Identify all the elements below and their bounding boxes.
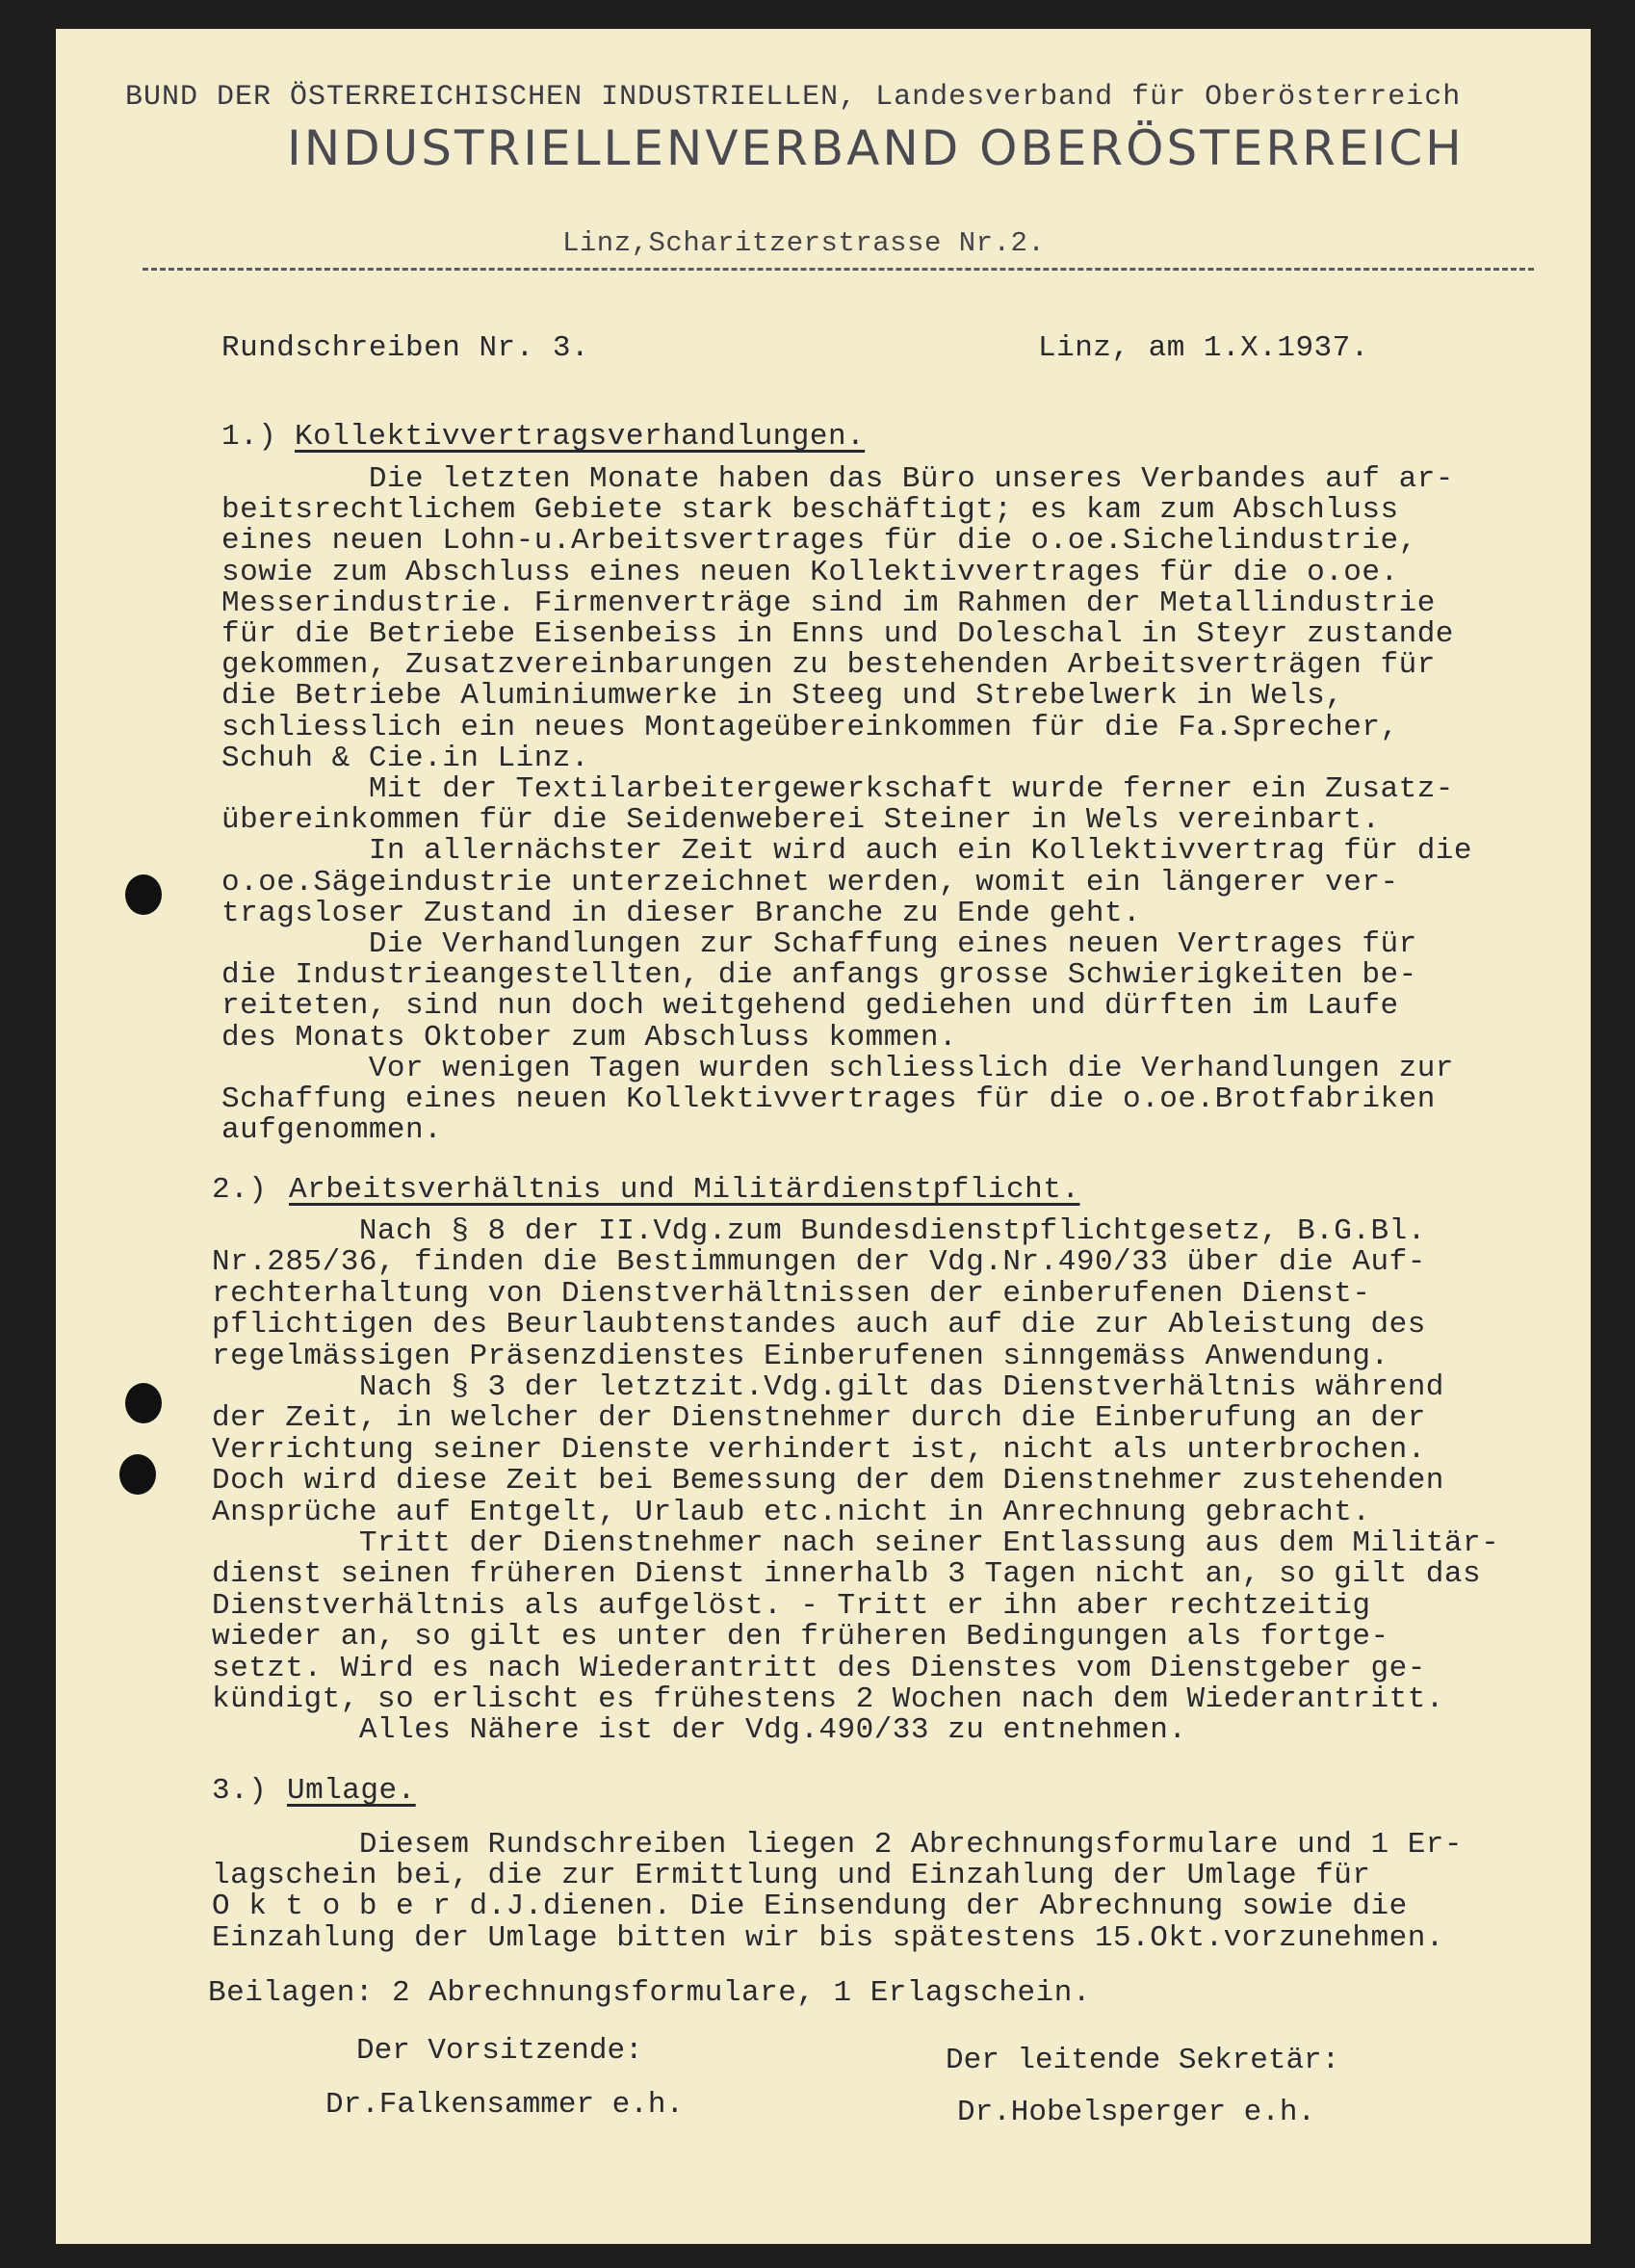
document-date: Linz, am 1.X.1937. [1038, 331, 1369, 365]
body-line: O k t o b e r d.J.dienen. Die Einsendung der Abrechnung sowie die [212, 1890, 1408, 1924]
body-line: Schuh & Cie.in Linz. [221, 741, 590, 775]
section-2-heading: Arbeitsverhältnis und Militärdienstpflicht. [289, 1173, 1080, 1207]
body-line: schliesslich ein neues Montageübereinkommen für die Fa.Sprecher, [221, 710, 1399, 744]
body-line: aufgenommen. [221, 1113, 443, 1148]
body-line: Verrichtung seiner Dienste verhindert ist, nicht als unterbrochen. [212, 1432, 1426, 1467]
body-line: der Zeit, in welcher der Dienstnehmer durch die Einberufung an der [212, 1401, 1426, 1436]
section-1-heading: Kollektivvertragsverhandlungen. [295, 420, 866, 454]
body-line: wieder an, so gilt es unter den früheren Bedingungen als fortge- [212, 1620, 1389, 1655]
body-line: übereinkommen für die Seidenweberei Steiner in Wels vereinbart. [221, 803, 1381, 838]
body-line: Nr.285/36, finden die Bestimmungen der Vdg.Nr.490/33 über die Auf- [212, 1245, 1426, 1280]
body-line: Tritt der Dienstnehmer nach seiner Entlassung aus dem Militär- [212, 1526, 1500, 1560]
body-line: die Betriebe Aluminiumwerke in Steeg und Strebelwerk in Wels, [221, 679, 1344, 714]
body-line: Nach § 8 der II.Vdg.zum Bundesdienstpflichtgesetz, B.G.Bl. [212, 1214, 1426, 1248]
letterhead-name: INDUSTRIELLENVERBAND OBERÖSTERREICH [287, 120, 1465, 176]
body-line: In allernächster Zeit wird auch ein Kollektivvertrag für die [221, 834, 1473, 869]
body-line: Einzahlung der Umlage bitten wir bis spätestens 15.Okt.vorzunehmen. [212, 1920, 1444, 1955]
body-line: Ansprüche auf Entgelt, Urlaub etc.nicht in Anrechnung gebracht. [212, 1495, 1371, 1529]
body-line: sowie zum Abschluss eines neuen Kollektivvertrages für die o.oe. [221, 555, 1399, 589]
body-line: Diesem Rundschreiben liegen 2 Abrechnungsformulare und 1 Er- [212, 1828, 1464, 1862]
body-line: die Industrieangestellten, die anfangs grosse Schwierigkeiten be- [221, 958, 1417, 993]
body-line: setzt. Wird es nach Wiederantritt des Dienstes vom Dienstgeber ge- [212, 1651, 1426, 1685]
letterhead-divider [143, 268, 1534, 271]
body-line: pflichtigen des Beurlaubtenstandes auch auf die zur Ableistung des [212, 1308, 1426, 1343]
body-line: tragsloser Zustand in dieser Branche zu Ende geht. [221, 896, 1142, 930]
body-line: o.oe.Sägeindustrie unterzeichnet werden, womit ein längerer ver- [221, 865, 1399, 899]
body-line: für die Betriebe Eisenbeiss in Enns und Doleschal in Steyr zustande [221, 617, 1454, 651]
body-line: Doch wird diese Zeit bei Bemessung der dem Dienstnehmer zustehenden [212, 1464, 1444, 1499]
body-line: des Monats Oktober zum Abschluss kommen. [221, 1020, 958, 1055]
section-2-number: 2.) [212, 1173, 268, 1207]
section-3-heading: Umlage. [287, 1774, 416, 1808]
body-line: reiteten, sind nun doch weitgehend gediehen und dürften im Laufe [221, 989, 1399, 1024]
body-line: Die Verhandlungen zur Schaffung eines neuen Vertrages für [221, 927, 1417, 961]
body-line: rechterhaltung von Dienstverhältnissen der einberufenen Dienst- [212, 1276, 1371, 1311]
signature-right-name: Dr.Hobelsperger e.h. [957, 2096, 1316, 2129]
body-line: Messerindustrie. Firmenverträge sind im Rahmen der Metallindustrie [221, 586, 1436, 620]
signature-left-title: Der Vorsitzende: [356, 2034, 643, 2068]
letterhead-address: Linz,Scharitzerstrasse Nr.2. [562, 227, 1046, 259]
signature-left-name: Dr.Falkensammer e.h. [325, 2088, 685, 2122]
body-line: Die letzten Monate haben das Büro unseres Verbandes auf ar- [221, 462, 1454, 496]
punch-hole [125, 1383, 162, 1423]
body-line: Schaffung eines neuen Kollektivvertrages für die o.oe.Brotfabriken [221, 1082, 1436, 1116]
body-line: eines neuen Lohn-u.Arbeitsvertrages für die o.oe.Sichelindustrie, [221, 524, 1417, 559]
body-line: Mit der Textilarbeitergewerkschaft wurde ferner ein Zusatz- [221, 772, 1454, 806]
body-line: Alles Nähere ist der Vdg.490/33 zu entnehmen. [212, 1713, 1187, 1748]
body-line: regelmässigen Präsenzdienstes Einberufenen sinngemäss Anwendung. [212, 1339, 1389, 1373]
body-line: lagschein bei, die zur Ermittlung und Einzahlung der Umlage für [212, 1859, 1371, 1893]
punch-hole [119, 1454, 156, 1495]
document-page [56, 29, 1591, 2244]
body-line: gekommen, Zusatzvereinbarungen zu bestehenden Arbeitsverträgen für [221, 648, 1436, 683]
body-line: kündigt, so erlischt es frühestens 2 Wochen nach dem Wiederantritt. [212, 1682, 1444, 1716]
body-line: Vor wenigen Tagen wurden schliesslich die Verhandlungen zur [221, 1051, 1454, 1085]
enclosures: Beilagen: 2 Abrechnungsformulare, 1 Erlagschein. [208, 1976, 1091, 2010]
body-line: beitsrechtlichem Gebiete stark beschäftigt; es kam zum Abschluss [221, 493, 1399, 528]
body-line: dienst seinen früheren Dienst innerhalb 3 Tagen nicht an, so gilt das [212, 1557, 1482, 1592]
signature-right-title: Der leitende Sekretär: [946, 2044, 1340, 2077]
circular-number: Rundschreiben Nr. 3. [221, 331, 590, 365]
punch-hole [125, 874, 162, 915]
letterhead-federation: BUND DER ÖSTERREICHISCHEN INDUSTRIELLEN, Landesverband für Oberösterreich [125, 81, 1462, 114]
section-1-number: 1.) [221, 420, 277, 454]
section-3-number: 3.) [212, 1774, 268, 1808]
body-line: Dienstverhältnis als aufgelöst. - Tritt er ihn aber rechtzeitig [212, 1588, 1371, 1623]
body-line: Nach § 3 der letztzit.Vdg.gilt das Dienstverhältnis während [212, 1370, 1444, 1404]
